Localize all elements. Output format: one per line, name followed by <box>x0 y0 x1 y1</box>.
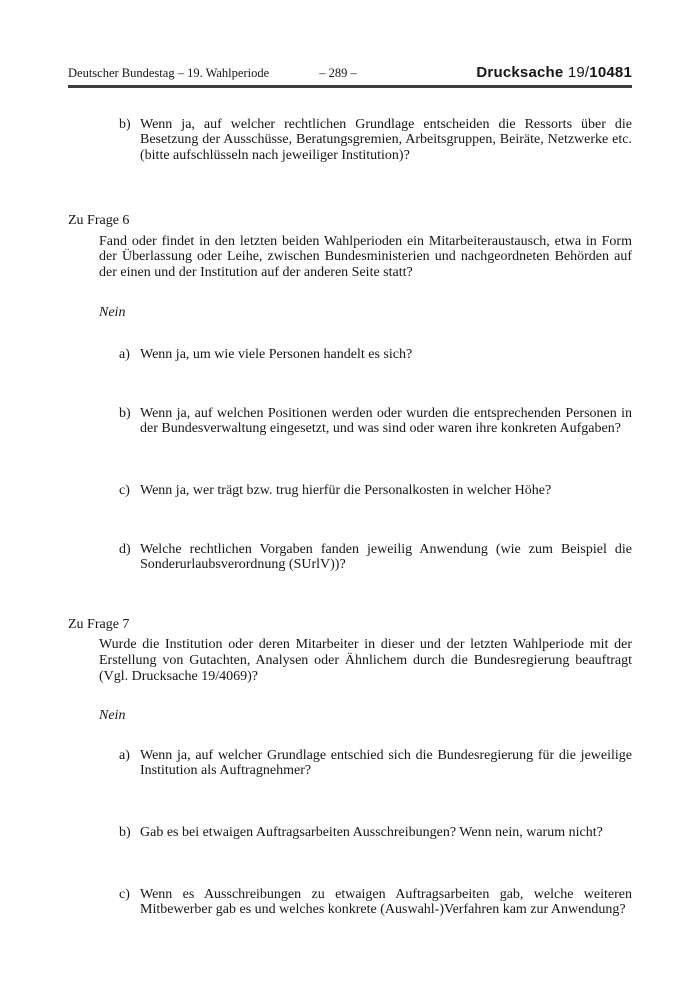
item-text: Wenn ja, auf welcher Grundlage entschied sich die Bundesregierung für die jeweilige Institution als Auftragnehmer? <box>140 747 632 779</box>
drucksache-session: 19/ <box>567 64 590 81</box>
question-subitem <box>119 542 632 573</box>
section-question-frage-6: Fand oder findet in den letzten beiden Wahlperioden ein Mitarbeiteraustausch, etwa in Form der Überlassung oder Leihe, zwischen Bundesministerien und nachgeordneten Behörden auf der einen und der Institution auf der anderen Seite statt? <box>99 233 632 281</box>
header-page-number: – 289 – <box>319 66 357 80</box>
question-subitem <box>119 347 632 363</box>
item-letter: b) <box>119 116 131 132</box>
section-heading-frage-7: Zu Frage 7 <box>68 616 130 632</box>
item-text: Wenn ja, auf welchen Positionen werden oder wurden die entsprechenden Personen in der Bundesverwaltung eingesetzt, und was sind oder waren ihre konkreten Aufgaben? <box>140 405 632 437</box>
answer-frage-6: Nein <box>99 304 126 320</box>
item-letter: a) <box>119 747 130 763</box>
item-text: Wenn es Ausschreibungen zu etwaigen Auftragsarbeiten gab, welche weiteren Mitbewerber gab es und welches konkrete (Auswahl-)Verfahren kam zur Anwendung? <box>140 886 632 918</box>
item-letter: d) <box>119 541 131 557</box>
item-letter: a) <box>119 347 130 363</box>
item-text: Wenn ja, wer trägt bzw. trug hierfür die Personalkosten in welcher Höhe? <box>140 483 552 499</box>
item-text: Wenn ja, um wie viele Personen handelt es sich? <box>140 347 413 363</box>
header-parliament-label: Deutscher Bundestag – 19. Wahlperiode <box>68 66 270 80</box>
header-document-id <box>369 66 632 79</box>
item-letter: c) <box>119 886 130 902</box>
question-subitem <box>119 117 632 164</box>
question-subitem <box>119 748 632 779</box>
drucksache-number: 10481 <box>589 64 632 81</box>
question-subitem <box>119 825 632 841</box>
page-header <box>68 66 632 80</box>
item-text: Wenn ja, auf welcher rechtlichen Grundlage entscheiden die Ressorts über die Besetzung der Ausschüsse, Beratungsgremien, Arbeitsgruppen, Beiräte, Netzwerke etc. (bitte aufschlüsseln nach jeweiliger Institution)? <box>140 116 632 163</box>
item-letter: c) <box>119 483 130 499</box>
answer-frage-7: Nein <box>99 708 126 724</box>
item-text: Gab es bei etwaigen Auftragsarbeiten Ausschreibungen? Wenn nein, warum nicht? <box>140 824 603 840</box>
header-divider-rule <box>68 85 632 88</box>
question-subitem <box>119 887 632 918</box>
item-text: Welche rechtlichen Vorgaben fanden jeweilig Anwendung (wie zum Beispiel die Sonderurlaubsverordnung (SUrlV))? <box>140 541 632 573</box>
question-subitem <box>119 483 632 499</box>
item-letter: b) <box>119 405 131 421</box>
item-letter: b) <box>119 824 131 840</box>
drucksache-label: Drucksache <box>476 64 564 81</box>
question-subitem <box>119 406 632 437</box>
section-heading-frage-6: Zu Frage 6 <box>68 213 130 229</box>
section-question-frage-7: Wurde die Institution oder deren Mitarbeiter in dieser und der letzten Wahlperiode mit der Erstellung von Gutachten, Analysen oder Ähnlichem durch die Bundesregierung beauftragt (Vgl. Drucksache 19/4069)? <box>99 637 632 684</box>
